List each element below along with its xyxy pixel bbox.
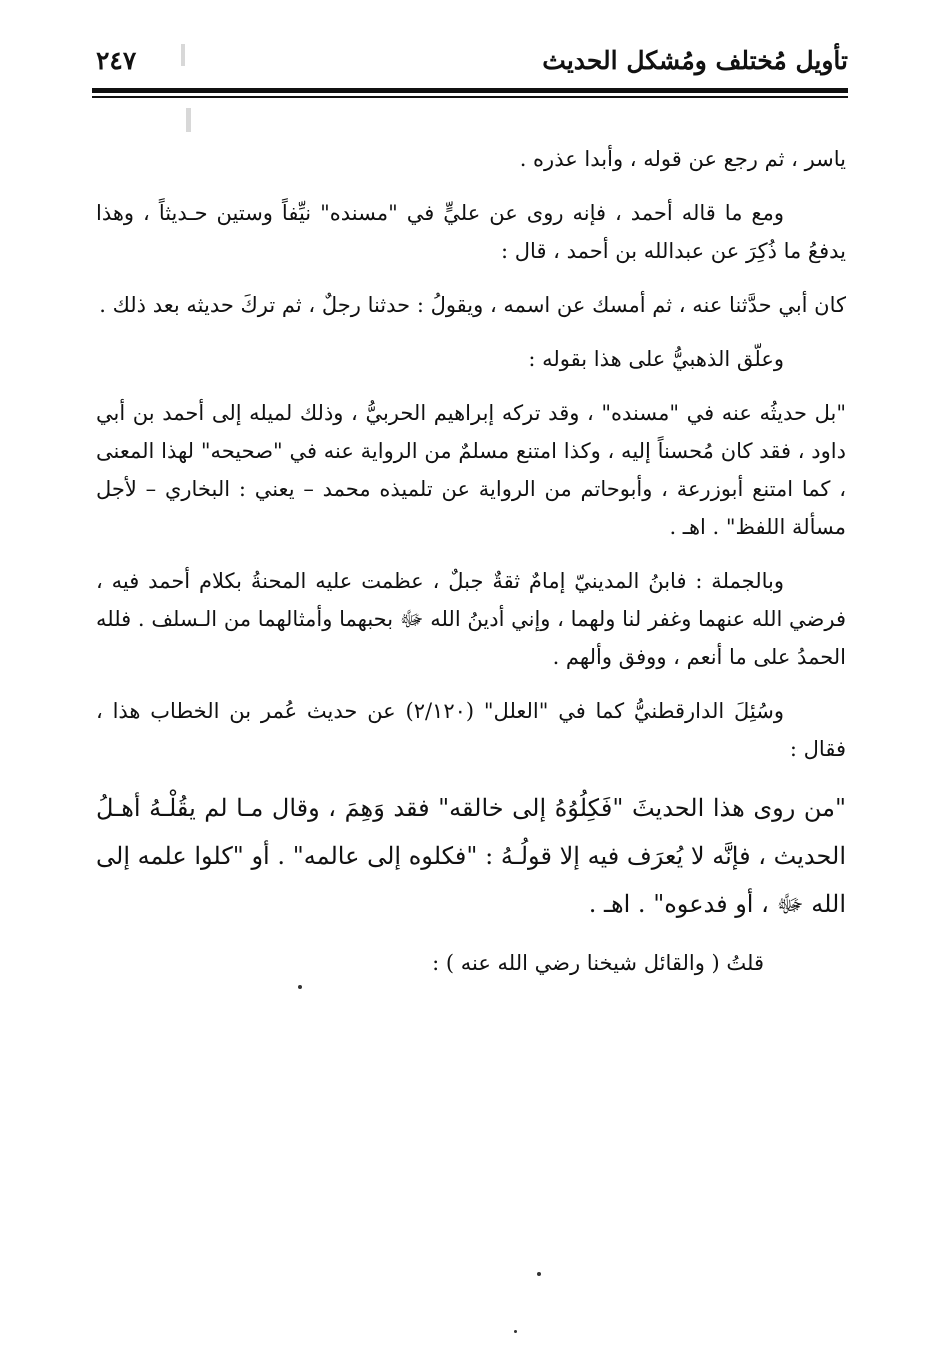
quotation: "بل حديثُه عنه في "مسنده" ، وقد تركه إبراهيم الحربيُّ ، وذلك لميله إلى أحمد بن أبي داود ، فقد كان مُحسناً إليه ، وكذا امتنع مسلمٌ من الرواية عنه في "صحيحه" لهذا المعنى ، كما امتنع أبوزرعة ، وأبوحاتم من الرواية عن تلميذه محمد – يعني : البخاري – لأجل مسألة اللفظ" . اهـ . (96, 401, 846, 539)
main-text (96, 140, 846, 998)
header-rule-thin (92, 96, 848, 98)
scan-artifact (181, 44, 185, 66)
page-number: ٢٤٧ (96, 46, 137, 75)
paragraph: وسُئِلَ الدارقطنيُّ كما في "العلل" (٢/١٢٠) عن حديث عُمر بن الخطاب هذا ، فقال : (96, 699, 846, 761)
scan-artifact (537, 1272, 541, 1276)
book-title: تأويل مُختلف ومُشكل الحديث (542, 46, 848, 75)
paragraph: قلتُ ( والقائل شيخنا رضي الله عنه ) : (432, 951, 764, 975)
scan-artifact (298, 985, 302, 989)
paragraph: ومع ما قاله أحمد ، فإنه روى عن عليٍّ في "مسنده" نيِّفاً وستين حـديثاً ، وهذا يدفعُ ما ذُكِرَ عن عبدالله بن أحمد ، قال : (96, 201, 846, 263)
running-header (92, 44, 848, 86)
scan-artifact (514, 1330, 517, 1333)
scan-artifact (186, 108, 191, 132)
paragraph: وبالجملة : فابنُ المدينيّ إمامٌ ثقةٌ جبلٌ ، عظمت عليه المحنةُ بكلام أحمد فيه ، فرضي الله عنهما وغفر لنا ولهما ، وإني أدينُ الله ﷻ بحبهما وأمثالهما من الـسلف . فلله الحمدُ على ما أنعم ، ووفق وألهم . (96, 569, 846, 669)
paragraph: وعلّق الذهبيُّ على هذا بقوله : (528, 347, 784, 371)
paragraph: كان أبي حدَّثنا عنه ، ثم أمسك عن اسمه ، ويقولُ : حدثنا رجلٌ ، ثم تركَ حديثه بعد ذلك . (99, 293, 846, 317)
paragraph: ياسر ، ثم رجع عن قوله ، وأبدا عذره . (519, 147, 846, 171)
header-rule-thick (92, 88, 848, 93)
quotation: "من روى هذا الحديثَ "فَكِلُوُهُ إلى خالقه" فقد وَهِمَ ، وقال مـا لم يقُلْـهُ أهـلُ الحديث ، فإنَّه لا يُعرَف فيه إلا قولُـهُ : "فكلوه إلى عالمه" . أو "كلوا علمه إلى الله ﷻ ، أو فدعوه" . اهـ . (96, 794, 846, 918)
